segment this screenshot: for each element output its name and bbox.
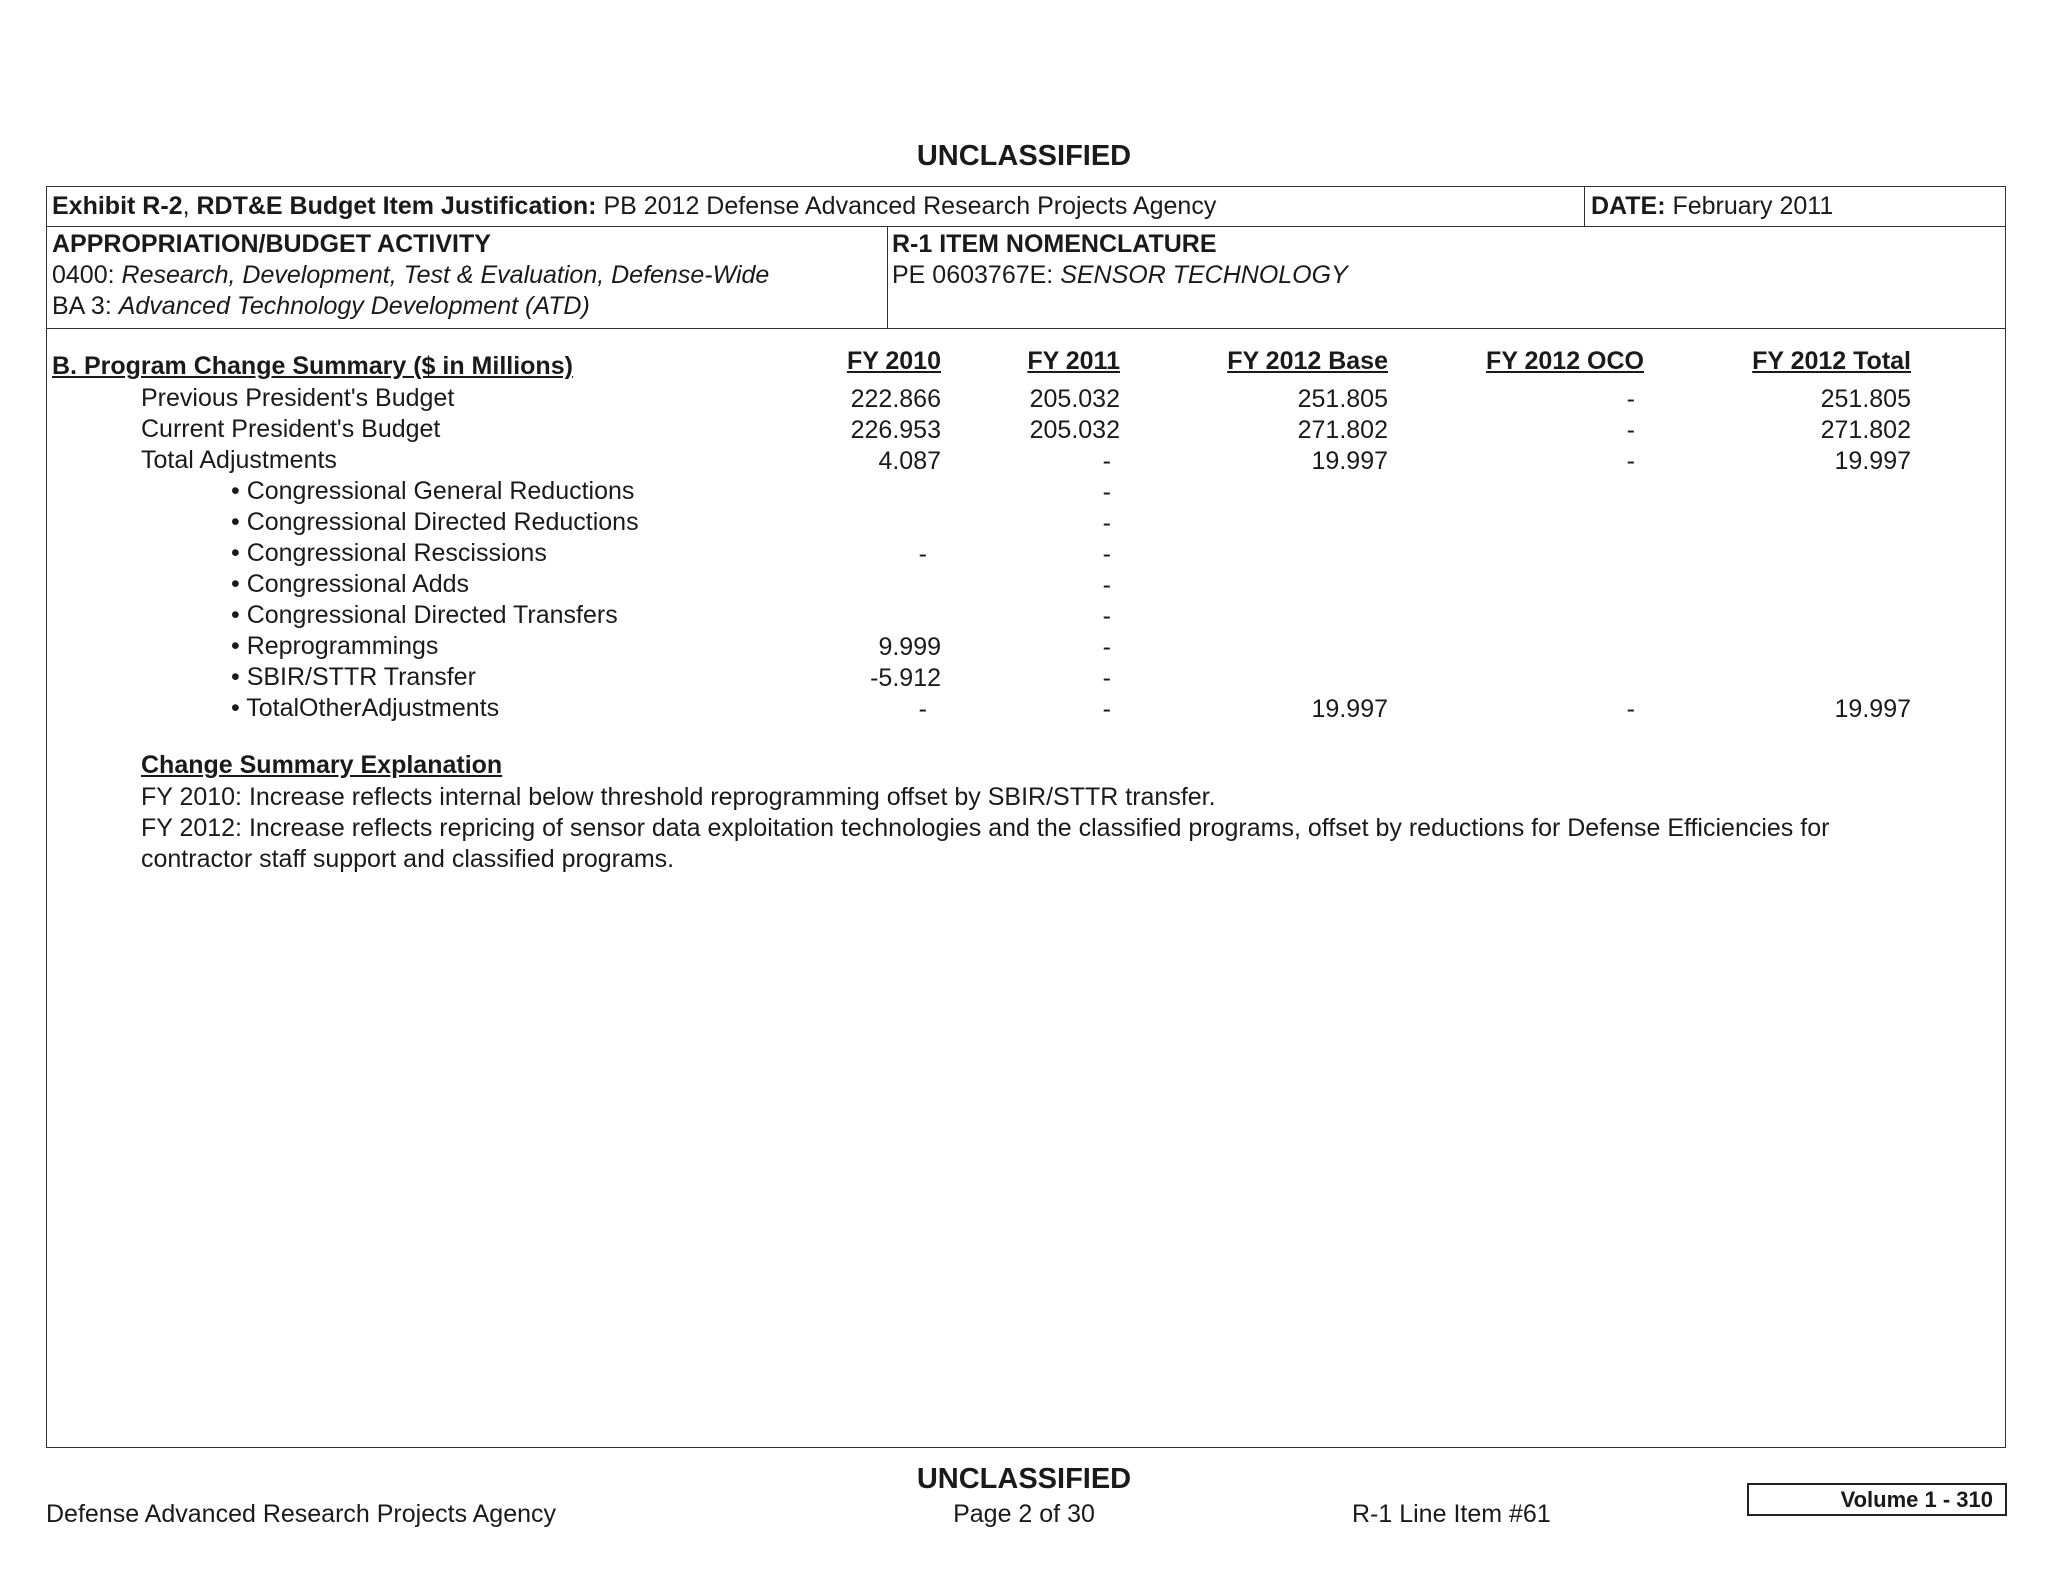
table-row-label: Current President's Budget xyxy=(141,415,441,443)
table-cell-fy2010: 4.087 xyxy=(878,447,941,475)
ba-name: Advanced Technology Development (ATD) xyxy=(118,292,590,320)
exhibit-label: Exhibit R-2 xyxy=(52,192,183,220)
activity-divider xyxy=(887,227,888,328)
table-cell-fy2011: - xyxy=(1102,664,1111,692)
footer-page-number: Page 2 of 30 xyxy=(953,1500,1095,1528)
appropriation-line xyxy=(52,260,769,291)
table-cell-fy2012-oco: - xyxy=(1626,416,1635,444)
table-cell-fy2011: - xyxy=(1102,540,1111,568)
appropriation-name: Research, Development, Test & Evaluation, Defense-Wide xyxy=(121,261,770,289)
table-cell-fy2010: 222.866 xyxy=(850,385,941,413)
table-cell-fy2012-total: 251.805 xyxy=(1820,385,1911,413)
table-cell-fy2012-total: 19.997 xyxy=(1834,695,1911,723)
table-cell-fy2011: - xyxy=(1102,509,1111,537)
table-cell-fy2012-oco: - xyxy=(1626,695,1635,723)
footer-line-item: R-1 Line Item #61 xyxy=(1352,1500,1551,1528)
header-row-activity xyxy=(47,227,2005,329)
table-row-label: • Congressional Directed Transfers xyxy=(231,601,618,629)
table-cell-fy2010: -5.912 xyxy=(870,664,941,692)
col-header-fy2010: FY 2010 xyxy=(846,347,941,375)
program-element-line xyxy=(892,260,1348,291)
nomenclature-label: R-1 ITEM NOMENCLATURE xyxy=(892,230,1217,258)
header-divider xyxy=(1584,187,1585,226)
table-cell-fy2012-base: 19.997 xyxy=(1311,695,1388,723)
table-row-label: • TotalOtherAdjustments xyxy=(231,694,500,722)
table-row-label: • SBIR/STTR Transfer xyxy=(231,663,476,691)
explanation-line-2: FY 2012: Increase reflects repricing of sensor data exploitation technologies and the classified programs, offset by reductions for Defense Efficiencies for xyxy=(141,814,1830,842)
table-cell-fy2011: - xyxy=(1102,695,1111,723)
table-cell-fy2010: 226.953 xyxy=(850,416,941,444)
table-row-label: • Congressional Directed Reductions xyxy=(231,508,639,536)
table-cell-fy2011: - xyxy=(1102,602,1111,630)
pe-code: PE 0603767E: xyxy=(892,261,1061,289)
col-header-fy2011: FY 2011 xyxy=(1027,347,1120,375)
footer-agency: Defense Advanced Research Projects Agency xyxy=(46,1500,557,1528)
classification-footer: UNCLASSIFIED xyxy=(916,1463,1132,1495)
table-cell-fy2012-total: 271.802 xyxy=(1820,416,1911,444)
budget-activity-line xyxy=(52,291,590,322)
exhibit-title xyxy=(52,191,1216,222)
table-cell-fy2010: 9.999 xyxy=(878,633,941,661)
table-row-label: Total Adjustments xyxy=(141,446,337,474)
date-field xyxy=(1591,191,1833,222)
col-header-fy2012-total: FY 2012 Total xyxy=(1752,347,1911,375)
table-row-label: Previous President's Budget xyxy=(141,384,455,412)
table-cell-fy2011: - xyxy=(1102,447,1111,475)
appropriation-label: APPROPRIATION/BUDGET ACTIVITY xyxy=(52,230,491,258)
table-cell-fy2012-oco: - xyxy=(1626,447,1635,475)
classification-header: UNCLASSIFIED xyxy=(916,140,1132,172)
header-row-title xyxy=(47,187,2005,227)
ba-code: BA 3: xyxy=(52,292,119,320)
table-cell-fy2011: 205.032 xyxy=(1029,385,1120,413)
justification-label: RDT&E Budget Item Justification: xyxy=(196,192,597,220)
summary-title: B. Program Change Summary ($ in Millions) xyxy=(52,352,573,380)
date-value: February 2011 xyxy=(1665,192,1834,220)
table-cell-fy2012-base: 251.805 xyxy=(1297,385,1388,413)
exhibit-frame xyxy=(46,186,2006,1448)
table-row-label: • Congressional Rescissions xyxy=(231,539,547,567)
table-cell-fy2011: - xyxy=(1102,633,1111,661)
table-cell-fy2010: - xyxy=(918,695,927,723)
col-header-fy2012-oco: FY 2012 OCO xyxy=(1486,347,1644,375)
justification-value: PB 2012 Defense Advanced Research Projects Agency xyxy=(596,192,1217,220)
table-row-label: • Congressional Adds xyxy=(231,570,470,598)
date-label: DATE: xyxy=(1591,192,1666,220)
table-cell-fy2011: - xyxy=(1102,571,1111,599)
table-cell-fy2012-total: 19.997 xyxy=(1834,447,1911,475)
table-row-label: • Congressional General Reductions xyxy=(231,477,635,505)
explanation-title: Change Summary Explanation xyxy=(141,751,503,779)
exhibit-separator: , xyxy=(182,192,197,220)
table-cell-fy2011: 205.032 xyxy=(1029,416,1120,444)
table-cell-fy2010: - xyxy=(918,540,927,568)
table-cell-fy2012-base: 19.997 xyxy=(1311,447,1388,475)
table-cell-fy2011: - xyxy=(1102,478,1111,506)
pe-name: SENSOR TECHNOLOGY xyxy=(1060,261,1348,289)
explanation-line-3: contractor staff support and classified programs. xyxy=(141,845,675,873)
volume-box: Volume 1 - 310 xyxy=(1747,1483,2007,1516)
col-header-fy2012-base: FY 2012 Base xyxy=(1227,347,1388,375)
table-cell-fy2012-base: 271.802 xyxy=(1297,416,1388,444)
appropriation-code: 0400: xyxy=(52,261,122,289)
table-cell-fy2012-oco: - xyxy=(1626,385,1635,413)
table-row-label: • Reprogrammings xyxy=(231,632,439,660)
explanation-line-1: FY 2010: Increase reflects internal below threshold reprogramming offset by SBIR/STTR transfer. xyxy=(141,783,1216,811)
